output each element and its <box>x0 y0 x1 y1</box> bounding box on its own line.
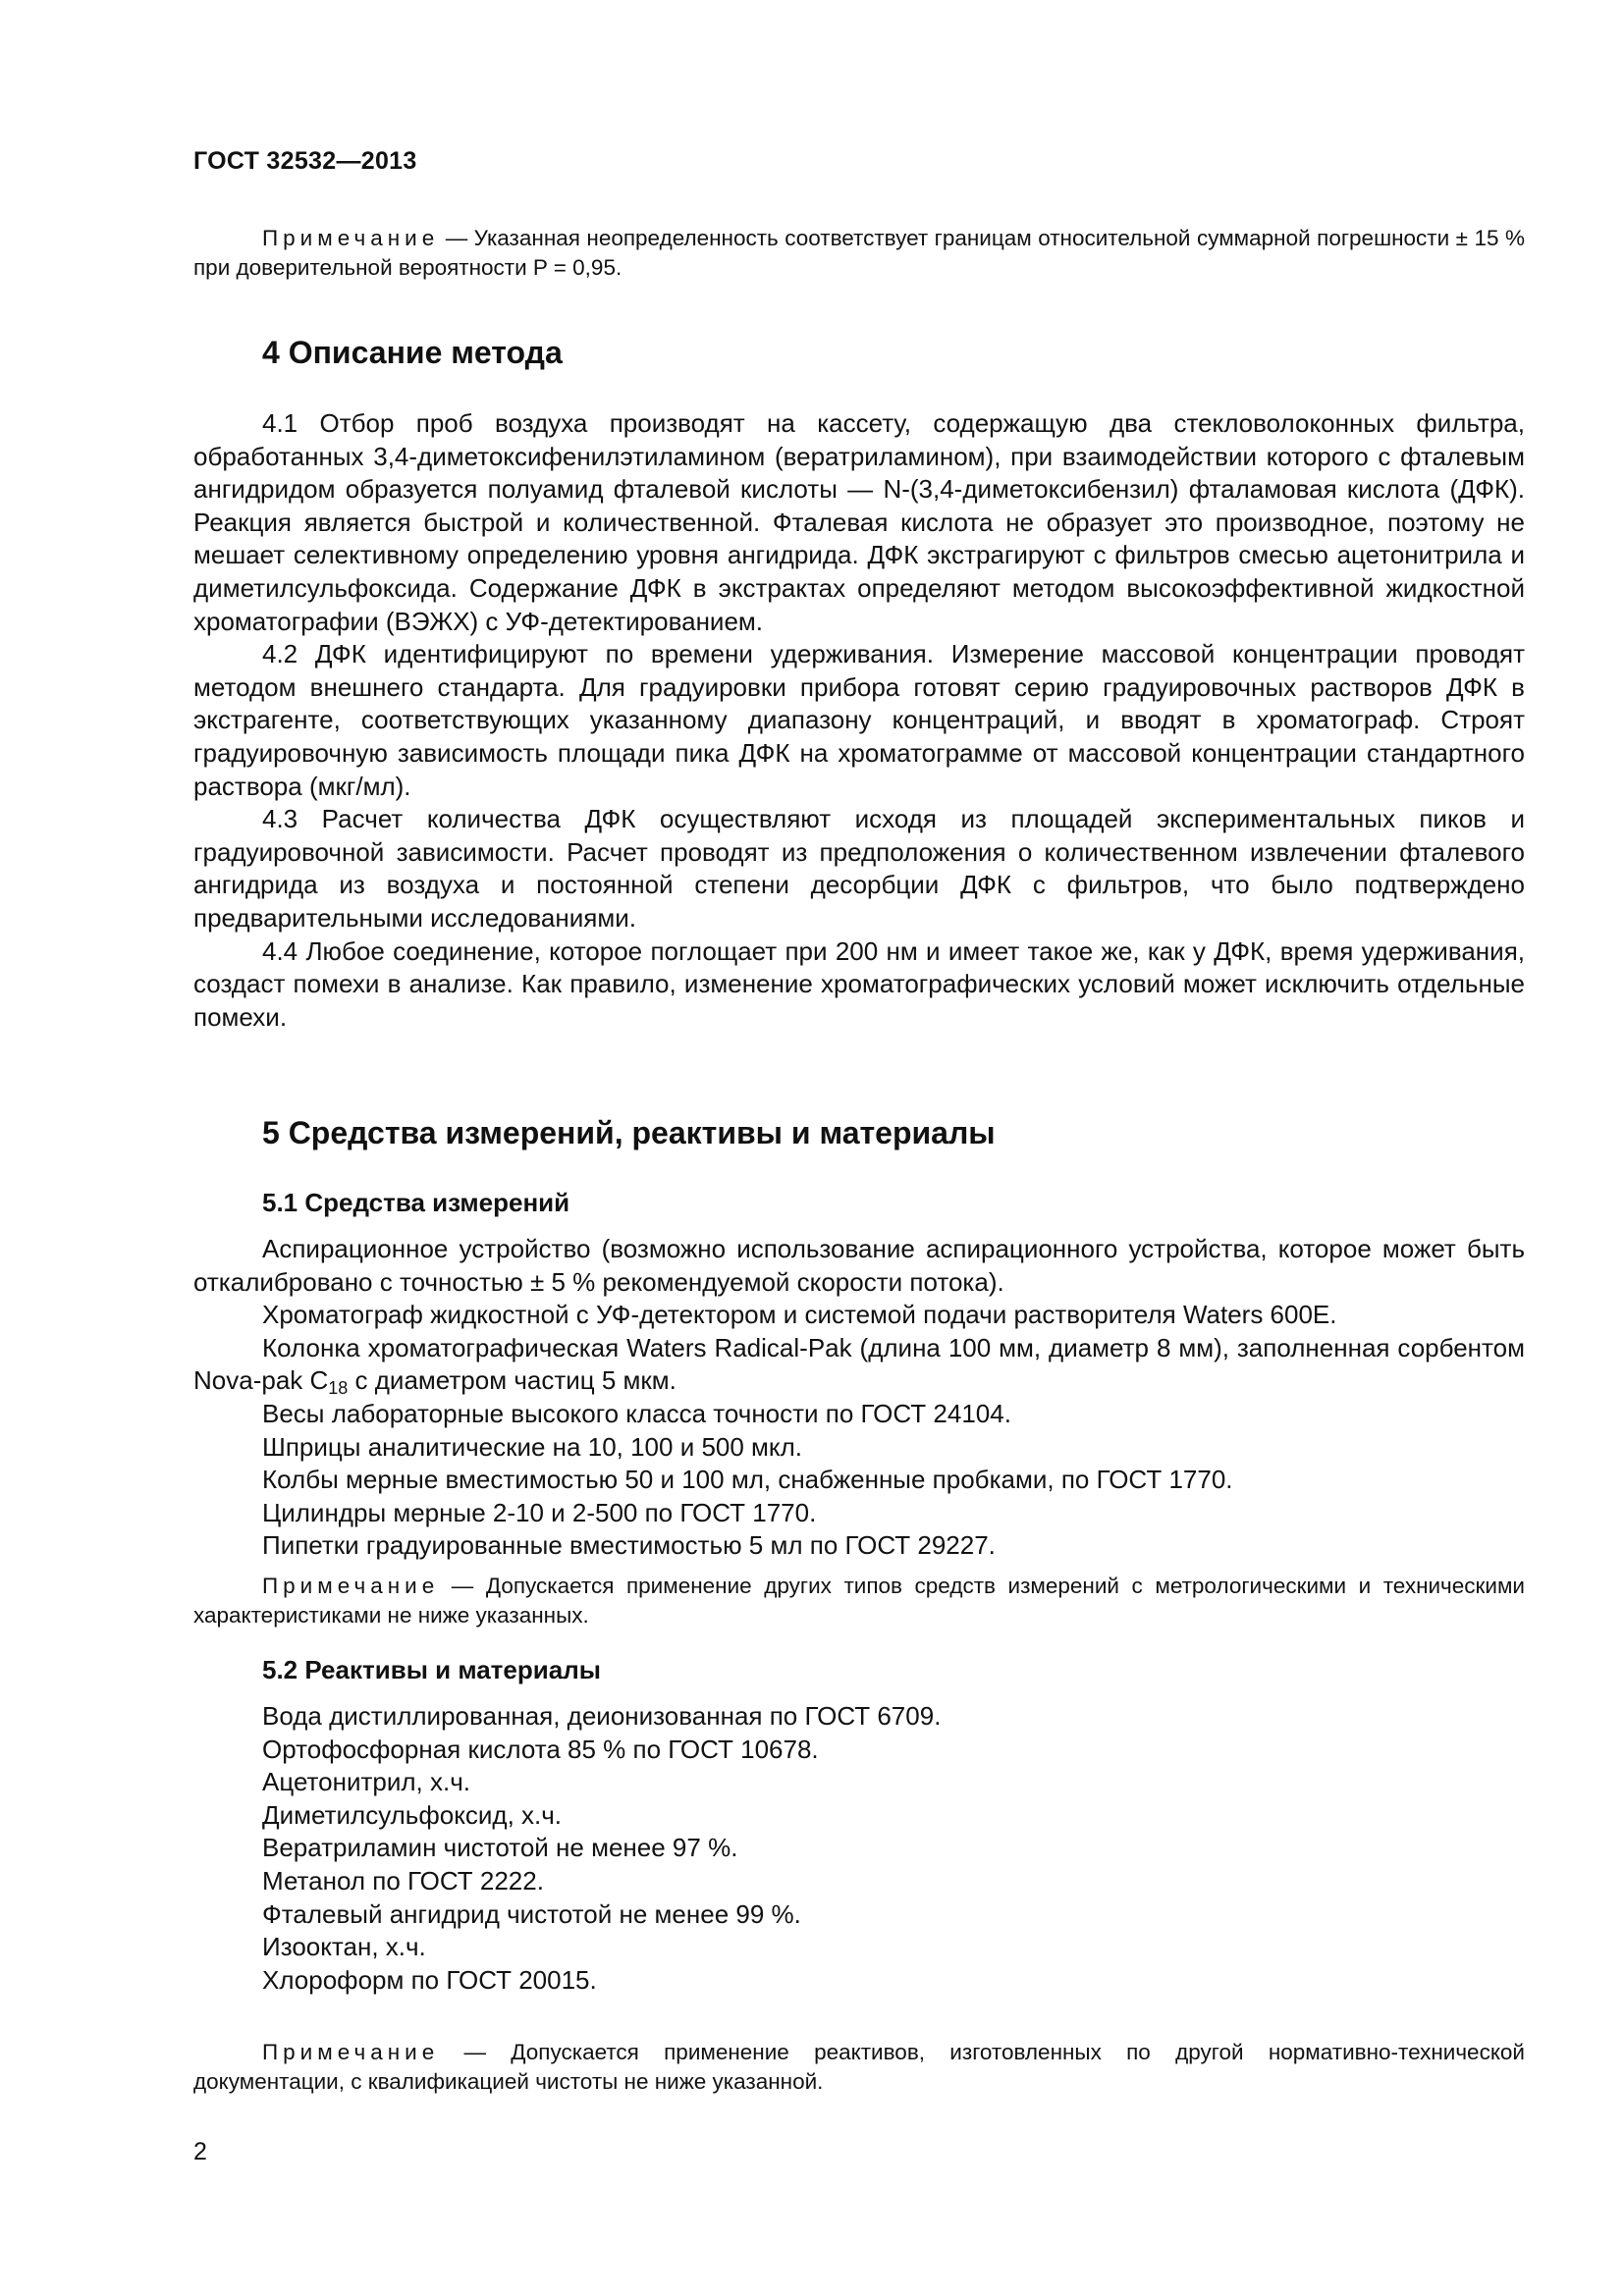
list-item: Ацетонитрил, х.ч. <box>262 1767 470 1797</box>
section-4-title: 4 Описание метода <box>262 335 563 370</box>
note-label: Примечание <box>262 226 440 250</box>
list-item: Ортофосфорная кислота 85 % по ГОСТ 10678. <box>262 1734 819 1764</box>
list-item: Изооктан, х.ч. <box>262 1932 426 1962</box>
page-number: 2 <box>193 2138 207 2165</box>
note-measurement-instruments <box>193 1572 1525 1630</box>
paragraph-4-2: 4.2 ДФК идентифицируют по времени удерживания. Измерение массовой концентрации проводят методом внешнего стандарта. Для градуировки прибора готовят серию градуировочных растворов ДФК в экстрагенте, соответствующих указанному диапазону концентраций, и вводят в хроматограф. Строят градуировочную зависимость площади пика ДФК на хроматограмме от массовой концентрации стандартного раствора (мкг/мл). <box>193 639 1525 801</box>
paragraph-4-1: 4.1 Отбор проб воздуха производят на кассету, содержащую два стекловолоконных фильтра, обработанных 3,4-диметоксифенилэтиламином (вератриламином), при взаимодействии которого с фталевым ангидридом образуется полуамид фталевой кислоты — N-(3,4-диметоксибензил) фталамовая кислота (ДФК). Реакция является быстрой и количественной. Фталевая кислота не образует это производное, поэтому не мешает селективному определению уровня ангидрида. ДФК экстрагируют с фильтров смесью ацетонитрила и диметилсульфоксида. Содержание ДФК в экстрактах определяют методом высокоэффективной жидкостной хроматографии (ВЭЖХ) с УФ-детектированием. <box>193 408 1525 636</box>
list-item: Вода дистиллированная, деионизованная по ГОСТ 6709. <box>262 1701 942 1731</box>
note-reagents <box>193 2038 1525 2097</box>
paragraph-4-4: 4.4 Любое соединение, которое поглощает при 200 нм и имеет такое же, как у ДФК, время удерживания, создаст помехи в анализе. Как правило, изменение хроматографических условий может исключить отдельные помехи. <box>193 935 1525 1032</box>
list-item: Диметилсульфоксид, х.ч. <box>262 1799 563 1830</box>
section-4-body <box>193 407 1525 1034</box>
list-item: Хлороформ по ГОСТ 20015. <box>262 1964 597 1995</box>
list-item: Вератриламин чистотой не менее 97 %. <box>262 1833 738 1863</box>
subsection-5-1-body <box>193 1233 1525 1563</box>
item-column: Колонка хроматографическая Waters Radical-Pak (длина 100 мм, диаметр 8 мм), заполненная сорбентом Nova-pak $C_{18}$ с диаметром частиц 5 мкм. <box>193 1332 1525 1399</box>
subsection-5-1-title: 5.1 Средства измерений <box>262 1188 570 1217</box>
list-item: Весы лабораторные высокого класса точности по ГОСТ 24104. <box>262 1398 1011 1428</box>
subscript-18: 18 <box>328 1378 349 1399</box>
note-uncertainty <box>193 224 1525 283</box>
note-text: — Указанная неопределенность соответствует границам относительной суммарной погрешности ± 15 % при доверительной вероятности P = 0,95. <box>193 226 1525 280</box>
list-item: Колбы мерные вместимостью 50 и 100 мл, снабженные пробками, по ГОСТ 1770. <box>262 1465 1233 1495</box>
subsection-5-2-body <box>193 1700 1525 1997</box>
section-5-title: 5 Средства измерений, реактивы и материалы <box>262 1115 996 1150</box>
note-text: — Допускается применение других типов средств измерений с метрологическими и техническими характеристиками не ниже указанных. <box>193 1574 1525 1628</box>
note-text: — Допускается применение реактивов, изготовленных по другой нормативно-технической документации, с квалификацией чистоты не ниже указанной. <box>193 2040 1525 2094</box>
list-item: Цилиндры мерные 2-10 и 2-500 по ГОСТ 1770. <box>262 1497 817 1527</box>
paragraph-4-3: 4.3 Расчет количества ДФК осуществляют исходя из площадей экспериментальных пиков и градуировочной зависимости. Расчет проводят из предположения о количественном извлечении фталевого ангидрида из воздуха и постоянной степени десорбции ДФК с фильтров, что было подтверждено предварительными исследованиями. <box>193 804 1525 933</box>
item-aspiration-device: Аспирационное устройство (возможно использование аспирационного устройства, которое может быть откалибровано с точностью ± 5 % рекомендуемой скорости потока). <box>193 1234 1525 1297</box>
subsection-5-2-title: 5.2 Реактивы и материалы <box>262 1655 601 1684</box>
note-label: Примечание <box>262 2040 440 2064</box>
list-item: Шприцы аналитические на 10, 100 и 500 мкл. <box>262 1431 802 1462</box>
item-chromatograph: Хроматограф жидкостной с УФ-детектором и системой подачи растворителя Waters 600E. <box>262 1300 1337 1330</box>
standard-code: ГОСТ 32532—2013 <box>193 147 417 175</box>
list-item: Пипетки градуированные вместимостью 5 мл по ГОСТ 29227. <box>262 1530 996 1561</box>
note-label: Примечание <box>262 1574 440 1598</box>
list-item: Фталевый ангидрид чистотой не менее 99 %. <box>262 1898 801 1929</box>
list-item: Метанол по ГОСТ 2222. <box>262 1865 544 1896</box>
